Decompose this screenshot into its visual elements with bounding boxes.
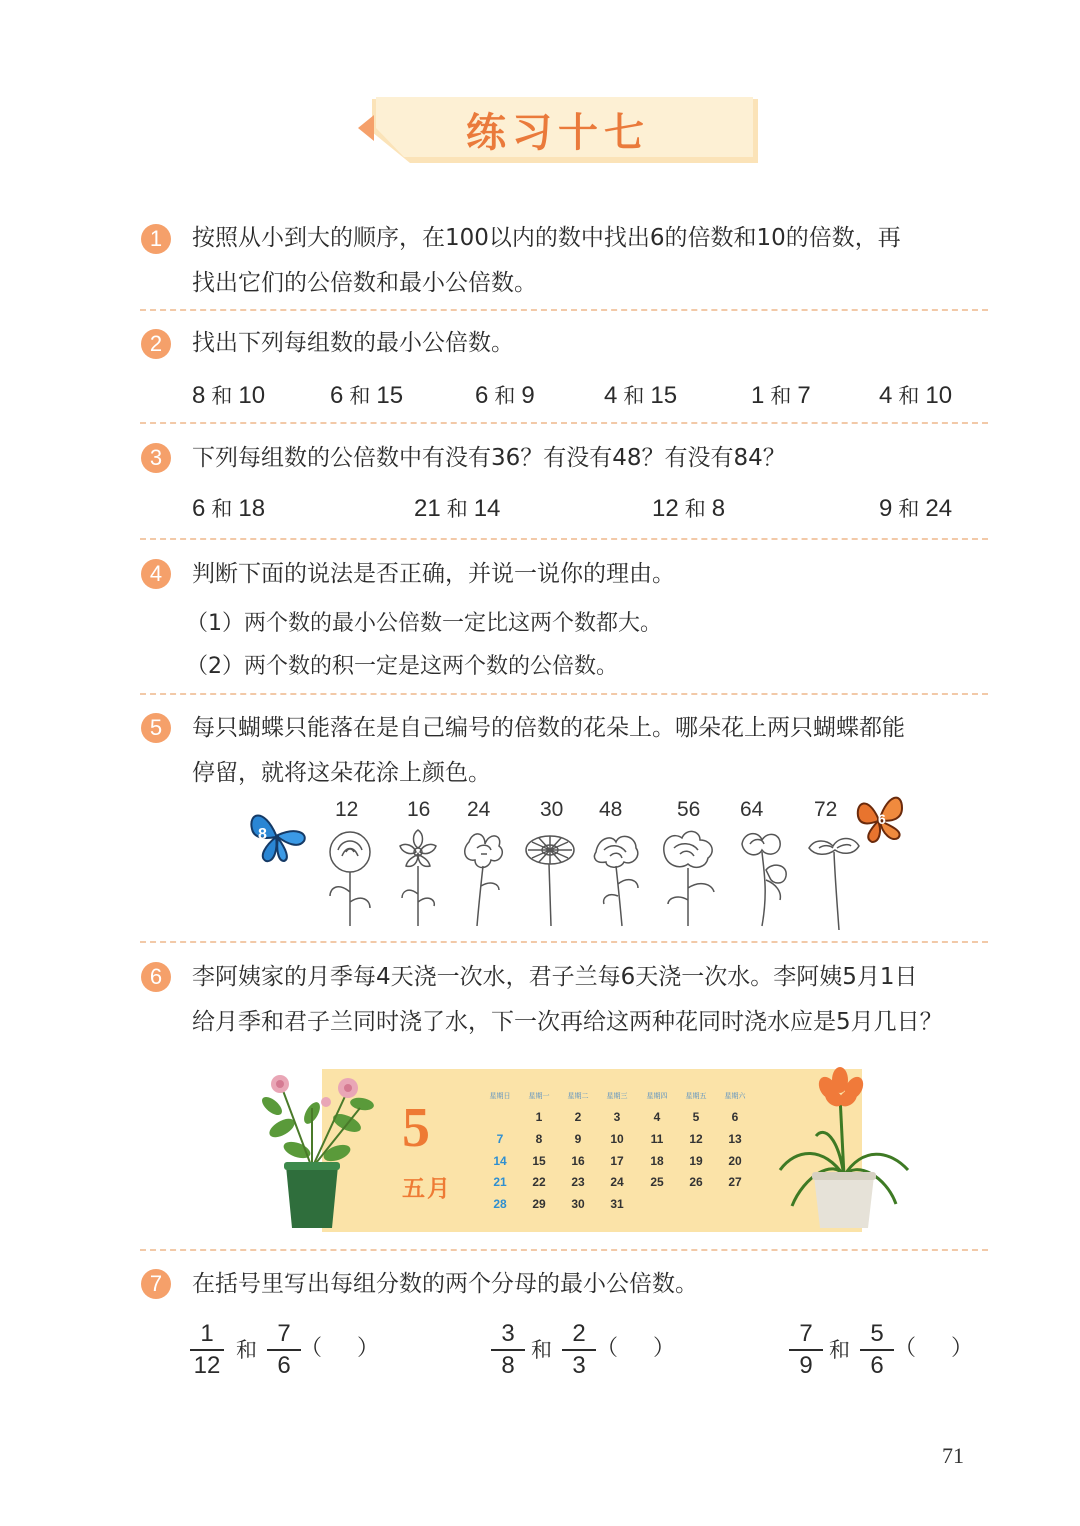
weekday-label: 星期五 [685,1092,707,1100]
fraction: 3 8 [491,1321,525,1379]
calendar-day: 13 [728,1132,742,1146]
flower-label: 64 [740,798,764,821]
number-group: 4 和 10 [879,382,953,409]
fraction: 2 3 [562,1321,596,1379]
number-group: 6 和 15 [330,382,404,409]
question-number: 4 [141,559,171,589]
question-number: 6 [141,962,171,992]
flower-icon [588,822,646,932]
divider [140,309,988,311]
calendar-day: 7 [496,1132,504,1146]
flower-icon [523,822,577,932]
weekday-label: 星期二 [567,1092,589,1100]
flower-label: 30 [540,798,564,821]
q3-text: 下列每组数的公倍数中有没有36？有没有48？有没有84？ [192,445,786,471]
calendar-day: 12 [689,1132,703,1146]
calendar-day: 6 [731,1110,739,1124]
fraction: 7 9 [789,1321,823,1379]
flower-icon [455,822,513,932]
fraction: 5 6 [860,1321,894,1379]
q1-line2: 找出它们的公倍数和最小公倍数。 [192,270,537,296]
answer-blank[interactable]: （ ） [894,1336,987,1361]
q5-line1: 每只蝴蝶只能落在是自己编号的倍数的花朵上。哪朵花上两只蝴蝶都能 [192,715,905,741]
calendar-day: 14 [493,1154,507,1168]
weekday-label: 星期六 [724,1092,746,1100]
calendar-day: 9 [574,1132,582,1146]
calendar-day: 17 [610,1154,624,1168]
page-number: 71 [942,1443,964,1468]
divider [140,538,988,540]
fraction: 7 6 [267,1321,301,1379]
question-number: 5 [141,713,171,743]
and-word: 和 [236,1338,257,1362]
calendar-day: 2 [574,1110,582,1124]
flower-label: 16 [407,798,431,821]
number-group: 6 和 18 [192,495,266,522]
calendar-day: 30 [571,1197,585,1211]
butterfly-8-icon [246,805,310,865]
calendar-day: 3 [613,1110,621,1124]
flower-icon [805,822,863,932]
answer-blank[interactable]: （ ） [596,1336,689,1361]
flower-label: 56 [677,798,701,821]
calendar-day: 8 [535,1132,543,1146]
calendar-day: 24 [610,1175,624,1189]
divider [140,693,988,695]
calendar-day: 11 [650,1132,664,1146]
calendar-day: 27 [728,1175,742,1189]
calendar-day: 16 [571,1154,585,1168]
statement-2: （2）两个数的积一定是这两个数的公倍数。 [186,654,618,679]
calendar-day: 1 [535,1110,543,1124]
butterfly-number: 8 [258,826,267,843]
calendar-day: 15 [532,1154,546,1168]
number-group: 9 和 24 [879,495,953,522]
weekday-label: 星期一 [528,1092,550,1100]
calendar-day: 19 [689,1154,703,1168]
q6-line1: 李阿姨家的月季每4天浇一次水，君子兰每6天浇一次水。李阿姨5月1日 [192,964,918,990]
page-title: 练习十七 [466,109,650,156]
flower-icon [656,822,720,932]
calendar-day: 26 [689,1175,703,1189]
divider [140,1249,988,1251]
q2-text: 找出下列每组数的最小公倍数。 [192,330,514,356]
flower-label: 72 [814,798,838,821]
number-group: 6 和 9 [475,382,535,409]
title-banner [358,97,758,163]
calendar-month-number: 5 [402,1097,430,1159]
statement-1: （1）两个数的最小公倍数一定比这两个数都大。 [186,611,662,636]
and-word: 和 [829,1338,850,1362]
and-word: 和 [531,1338,552,1362]
weekday-label: 星期日 [489,1092,511,1100]
q6-line2: 给月季和君子兰同时浇了水，下一次再给这两种花同时浇水应是5月几日？ [192,1009,943,1035]
butterfly-number: 6 [878,811,886,827]
question-number: 7 [141,1269,171,1299]
calendar-day: 23 [571,1175,585,1189]
calendar-day: 25 [650,1175,664,1189]
number-group: 21 和 14 [414,495,501,522]
question-number: 2 [141,329,171,359]
number-group: 12 和 8 [652,495,726,522]
flower-icon [732,822,796,932]
flower-icon [320,822,380,932]
answer-blank[interactable]: （ ） [300,1336,393,1361]
flower-label: 24 [467,798,491,821]
question-number: 3 [141,443,171,473]
calendar-day: 22 [532,1175,546,1189]
number-group: 8 和 10 [192,382,266,409]
calendar-month-name: 五月 [402,1176,452,1202]
q7-text: 在括号里写出每组分数的两个分母的最小公倍数。 [192,1271,698,1297]
weekday-label: 星期三 [606,1092,628,1100]
divider [140,422,988,424]
rose-plant-icon [252,1068,382,1233]
flower-icon [390,822,446,932]
calendar-day: 28 [493,1197,507,1211]
clivia-plant-icon [774,1066,914,1234]
calendar-day: 20 [728,1154,742,1168]
flower-label: 48 [599,798,623,821]
flower-label: 12 [335,798,359,821]
number-group: 4 和 15 [604,382,678,409]
question-number: 1 [141,224,171,254]
calendar-day: 29 [532,1197,546,1211]
weekday-label: 星期四 [646,1092,668,1100]
calendar-day: 18 [650,1154,664,1168]
calendar-day: 31 [610,1197,624,1211]
q1-line1: 按照从小到大的顺序，在100以内的数中找出6的倍数和10的倍数，再 [192,225,901,251]
number-group: 1 和 7 [751,382,811,409]
q5-line2: 停留，就将这朵花涂上颜色。 [192,760,491,786]
q4-text: 判断下面的说法是否正确，并说一说你的理由。 [192,561,675,587]
calendar-day: 10 [610,1132,624,1146]
calendar-day: 4 [653,1110,661,1124]
calendar-day: 21 [493,1175,507,1189]
calendar-day: 5 [692,1110,700,1124]
fraction: 1 12 [190,1321,224,1379]
divider [140,941,988,943]
